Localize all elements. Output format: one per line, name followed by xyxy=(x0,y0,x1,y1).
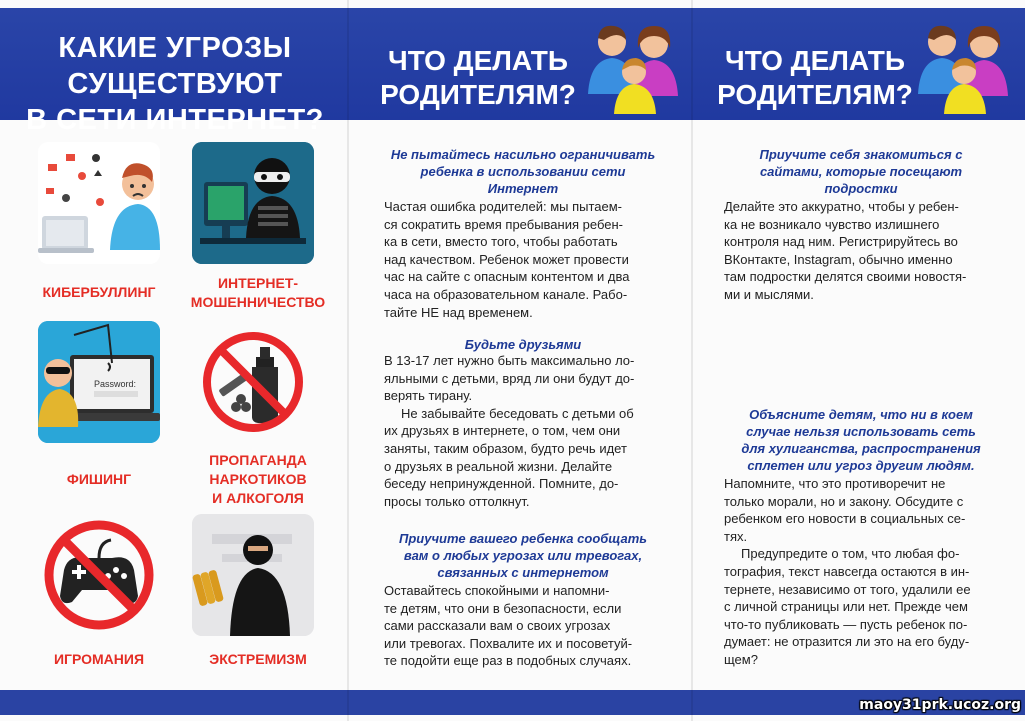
parents-panel-2 xyxy=(692,0,1025,721)
threat-label-cyberbullying: КИБЕРБУЛЛИНГ xyxy=(42,284,156,300)
watermark: maoy31prk.ucoz.org xyxy=(859,697,1021,713)
parents-panel-1 xyxy=(348,0,692,721)
parents-title-1: ЧТО ДЕЛАТЬ РОДИТЕЛЯМ? xyxy=(380,45,576,110)
section-heading-4: Приучите себя знакомиться с сайтами, которые посещают подростки xyxy=(759,147,963,196)
threat-label-drugs: ПРОПАГАНДА НАРКОТИКОВ И АЛКОГОЛЯ xyxy=(209,452,307,506)
section-heading-1: Не пытайтесь насильно ограничивать ребенка в использовании сети Интернет xyxy=(390,147,656,196)
threat-label-extremism: ЭКСТРЕМИЗМ xyxy=(209,651,307,667)
section-body-1: Частая ошибка родителей: мы пытаем- ся сократить время пребывания ребен- ка в сети, вместо того, чтобы работать над качеством. Ребенок может провести час на сайте с опасным контентом и два часа на образовательном канале. Рабо- тайте НЕ над временем. xyxy=(384,199,630,320)
terrorist-icon xyxy=(192,514,314,636)
phishing-icon xyxy=(38,321,160,443)
password-text: Password: xyxy=(94,379,137,389)
threats-title: КАКИЕ УГРОЗЫ СУЩЕСТВУЮТ В СЕТИ ИНТЕРНЕТ? xyxy=(26,32,324,136)
section-body-2: В 13-17 лет нужно быть максимально ло- яльными с детьми, вряд ли они будут до- верять тирану. Не забывайте беседовать с детьми об их друзьях в интернете, о том, чем они заняты, таким образом, будто речь идет о друзьях в реальной жизни. Делайте беседу непринужденной. Помните, до- просы только оттолкнут. xyxy=(384,353,635,509)
cyberbullying-icon xyxy=(38,142,160,264)
section-heading-3: Приучите вашего ребенка сообщать вам о любых угрозах или тревогах, связанных с интернетом xyxy=(399,531,647,580)
threat-label-phishing: ФИШИНГ xyxy=(66,471,132,487)
section-heading-2: Будьте друзьями xyxy=(464,337,582,352)
threats-panel xyxy=(0,0,348,721)
family-icon xyxy=(584,14,688,118)
hacker-icon xyxy=(192,142,314,264)
threat-label-fraud: ИНТЕРНЕТ- МОШЕННИЧЕСТВО xyxy=(190,275,326,310)
threat-label-gaming: ИГРОМАНИЯ xyxy=(53,651,145,667)
footer-band xyxy=(0,690,348,715)
gamepad-prohibited-icon xyxy=(38,514,160,636)
section-body-5: Напомните, что это противоречит не только морали, но и закону. Обсудите с ребенком его новости в социальных се- тях. Предупредите о том, что любая фо- тография, текст навсегда остаются в ин- тернете, независимо от того, удалили ее с личной страницы или нет. Прежде чем что-то публиковать — пусть ребенок по- думает: не отразится ли это на его буду- щем? xyxy=(724,476,971,667)
family-icon xyxy=(914,14,1018,118)
section-body-3: Оставайтесь спокойными и напомни- те детям, что они в безопасности, если сами рассказали вам о своих угрозах или тревогах. Похвалите их и посоветуй- те подойти еще раз в подобных случаях. xyxy=(384,583,633,669)
section-heading-5: Объясните детям, что ни в коем случае нельзя использовать сеть для хулиганства, распространения сплетен или угроз другим людям. xyxy=(741,407,981,473)
footer-band xyxy=(348,690,692,715)
parents-title-2: ЧТО ДЕЛАТЬ РОДИТЕЛЯМ? xyxy=(717,45,913,110)
fold-line xyxy=(347,0,349,721)
section-body-4: Делайте это аккуратно, чтобы у ребен- ка не возникало чувство излишнего контроля над ним. Регистрируйтесь во ВКонтакте, Instagram, обычно именно там подростки делятся своими новостя- ми и мыслями. xyxy=(724,199,967,302)
fold-line xyxy=(691,0,693,721)
drugs-alcohol-prohibited-icon xyxy=(192,321,314,443)
